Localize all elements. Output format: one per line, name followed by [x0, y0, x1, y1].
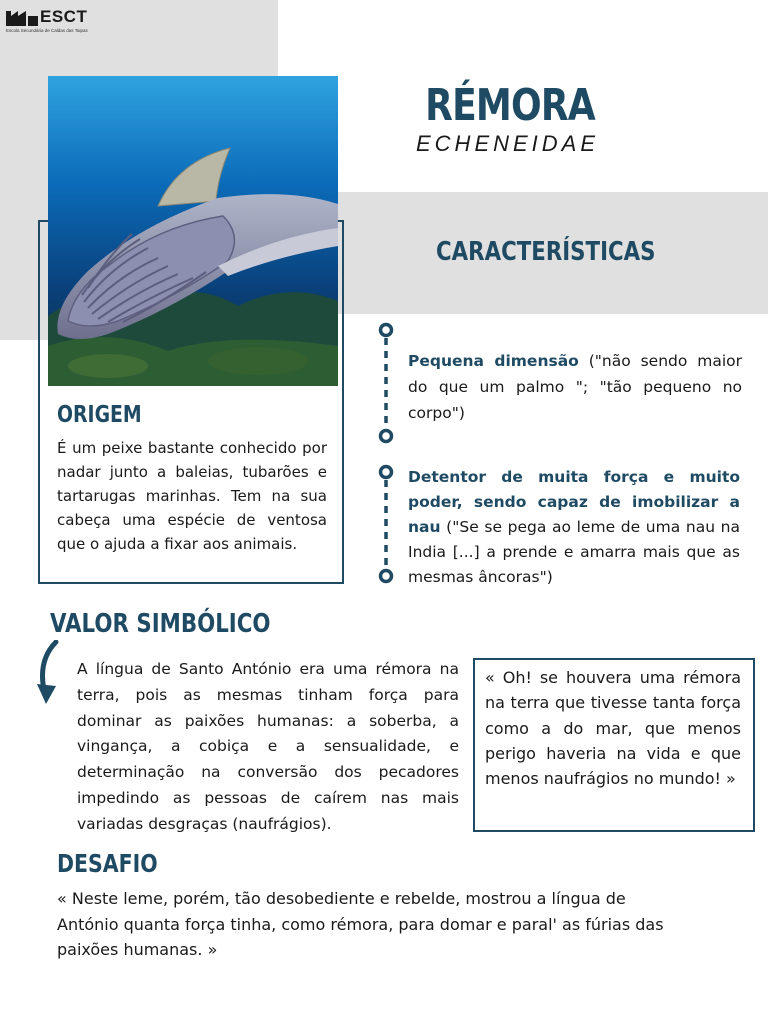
- desafio-text: « Neste leme, porém, tão desobediente e rebelde, mostrou a língua de António quanta força tinha, como rémora, para domar e paral' as fúrias das paixões humanas. »: [57, 889, 664, 959]
- caracteristica-item-2: [408, 465, 740, 590]
- origem-heading: ORIGEM: [57, 402, 142, 428]
- caracteristica-item-1-highlight: Pequena dimensão: [408, 352, 579, 370]
- scientific-name: ECHENEIDAE: [416, 131, 600, 156]
- caracteristica-item-2-text: ("Se se pega ao leme de uma nau na India [...] a prende e amarra mais que as mesmas âncoras"): [408, 518, 740, 586]
- curved-arrow-icon: [36, 640, 70, 708]
- origem-text: É um peixe bastante conhecido por nadar junto a baleias, tubarões e tartarugas marinhas. Tem na sua cabeça uma espécie de ventosa que o ajuda a fixar aos animais.: [57, 439, 327, 553]
- caracteristica-item-1: [408, 348, 742, 426]
- logo-subtitle: Escola Secundária de Caldas das Taipas: [6, 28, 88, 33]
- valor-simbolico-text: A língua de Santo António era uma rémora na terra, pois as mesmas tinham força para dominar as paixões humanas: a soberba, a vingança, a cobiça e a sensualidade, e determinação na conversão dos pecadores impedindo as pessoas de caírem nas mais variadas desgraças (naufrágios).: [77, 660, 459, 833]
- timeline-icon: [374, 322, 398, 590]
- page-title: RÉMORA: [425, 80, 595, 131]
- valor-simbolico-heading: VALOR SIMBÓLICO: [50, 609, 271, 639]
- school-logo: [6, 8, 116, 38]
- caracteristica-item-1-text: ("não sendo maior do que um palmo "; "tão pequeno no corpo"): [408, 352, 742, 422]
- desafio-heading: DESAFIO: [57, 849, 158, 878]
- logo-name: ESCT: [40, 7, 88, 26]
- caracteristica-item-2-highlight: Detentor de muita força e muito poder, sendo capaz de imobilizar a nau: [408, 468, 740, 536]
- quote-text: « Oh! se houvera uma rémora na terra que tivesse tanta força como a do mar, que menos perigo haveria na vida e que menos naufrágios no mundo! »: [485, 668, 741, 789]
- caracteristicas-heading: CARACTERÍSTICAS: [436, 237, 656, 267]
- logo-mark-icon: [6, 8, 40, 28]
- remora-fish-photo: [48, 76, 338, 386]
